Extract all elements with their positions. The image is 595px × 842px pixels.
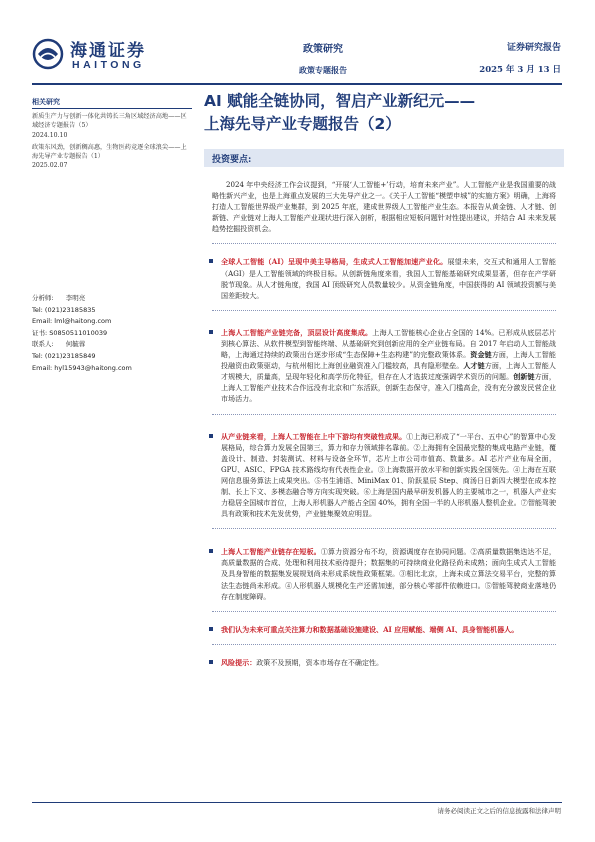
contact-label: 联系人:: [32, 340, 54, 349]
section-divider: [212, 310, 556, 311]
analyst-row: [32, 293, 192, 305]
bullet-text: 方面，上海人工智能人才规模大，质量高，呈现年轻化和高学历化特征，但存在人才选拔过度强调学术资历的问题。: [221, 361, 556, 382]
bullet-text: ①上海已形成了“一平台、五中心”的智算中心发展格局，综合算力发展全国第三，算力和存力领域排名靠前。②上海拥有全国最完整的集成电路产业链，覆盖设计、制造、封装测试、材料与设备全环节，芯片上市公司市值高、数量多。AI 芯片产业布局全面，GPU、ASIC、FPGA 技术路线均有代表性企业。③上海数据开放水平和创新实践全国领先。④上海在互联网信息服务算法上成果突出。⑤书生浦语、MiniMax 01、阶跃星辰 Step、商汤日日新四大模型在成本控制、长上下文、多模态融合等方向实现突破。⑥上海是国内最早研发机器人的主要城市之一，机器人产业实力稳居全国城市首位，上海人形机器人产能占全国 40%，拥有全国一半的人形机器人整机企业。⑦智能驾驶具有政策和技术先发优势，产业链集聚效应明显。: [221, 431, 557, 519]
doc-type-block: [268, 40, 378, 76]
bullet-point: [212, 624, 556, 635]
key-points-header: [204, 149, 564, 167]
footer-divider: [32, 802, 562, 803]
bullet-text: 方面，上海人工智能投融资由政策驱动，与杭州相比上海创业融资准入门槛较高，具有隐形壁垒。: [221, 350, 556, 371]
related-item-title: 新质生产力与创新一体化共铸长三角区域经济高地——区域经济专题报告（5）: [32, 113, 187, 130]
related-item[interactable]: [32, 112, 192, 140]
section-divider: [212, 528, 556, 529]
bullet-lead: 上海人工智能产业链完备，顶层设计高度集成。: [221, 327, 373, 337]
bullet-text: 展望未来，交互式和通用人工智能（AGI）是人工智能领域的终极目标。从创新链角度来看，我国人工智能基础研究成果显著，但存在产学研脱节现象。从人才链角度，我国 AI 顶级研究人员数量较少。从资金链角度，中国获得的 AI 领域投资额与美国差距较大。: [221, 257, 556, 300]
contact-info: [32, 293, 192, 374]
contact-email[interactable]: Email: hyl15943@haitong.com: [32, 363, 132, 372]
related-heading: 相关研究: [32, 97, 192, 109]
section-divider: [212, 414, 556, 415]
bullet-text: 上海人工智能核心企业占全国的 14%。已形成从底层芯片到核心算法、从软件模型到智能终端、从基础研究到创新应用的全产业链布局。自 2017 年启动人工智能战略，上海通过持续的政策出台逐步形成“生态保障+生态构建”的完整政策体系。: [221, 327, 556, 360]
logo-text-cn: 海通证券: [70, 41, 146, 61]
report-date: 2025 年 3 月 13 日: [479, 65, 561, 75]
bullet-lead: 上海人工智能产业链存在短板。: [221, 547, 321, 557]
contact-row: [32, 339, 192, 351]
bullet-emphasis: 资金链: [470, 350, 492, 360]
analyst-email[interactable]: Email: lml@haitong.com: [32, 317, 112, 326]
report-meta: [479, 40, 561, 75]
bullet-lead: 全球人工智能（AI）呈现中美主导格局，生成式人工智能加速产业化。: [221, 257, 448, 267]
bullet-emphasis: 创新链: [513, 372, 535, 382]
contact-name: 何毓蓉: [65, 340, 86, 349]
bullet-text: ①算力资源分布不均，资源调度存在协同问题。②高质量数据集迭达不足，高质量数据的合成、处理和利用技术亟待提升；数据集的可持续商业化路径尚未成熟；面向生成式人工智能及具身智能的数据集发展规划尚未形成系统性政策框架。③相比北京，上海未成立算法交易平台，完整的算法生态链尚未形成。④人形机器人规模化生产还需加速，部分核心零部件依赖进口。⑤智能驾驶商业落地仍存在制度障碍。: [221, 547, 556, 601]
risk-lead: 风险提示：: [221, 657, 257, 667]
bullet-point: [212, 256, 556, 300]
analyst-cert: 证书: S0850511010039: [32, 328, 108, 337]
intro-paragraph: 2024 年中央经济工作会议提到，“开展‘人工智能+’行动，培育未来产业”。人工智能产业是我国重要的战略性新兴产业，也是上海重点发展的三大先导产业之一。《关于人工智能“模塑申城”的实施方案》明确，上海将打造人工智能世界级产业集群，到 2025 年底，建成世界级人工智能产业生态。本报告从黄金链、人才链、创新链、产业链对上海人工智能产业现状进行深入剖析，根据相应短板问题针对性提出建议，并结合 AI 未来发展趋势挖掘投资机会。: [212, 180, 556, 234]
related-item-date: 2024.10.10: [32, 131, 68, 139]
section-divider: [212, 243, 556, 244]
report-label: 证券研究报告: [506, 43, 561, 53]
sidebar-related: [32, 97, 192, 170]
bullet-text: 方面，上海人工智能产业技术合作远没有北京和广东活跃，创新生态保守，准入门槛高企，没有充分激发民营企业市场活力。: [221, 372, 556, 404]
title-line-2: 上海先导产业专题报告（2）: [204, 115, 401, 133]
bullet-emphasis: 人才链: [463, 361, 485, 371]
analyst-name: 李明亮: [65, 294, 86, 302]
bullet-lead: 我们认为未来可重点关注算力和数据基础设施建设、AI 应用赋能、端侧 AI、具身智能机器人。: [221, 624, 519, 634]
doc-type: 政策研究: [303, 44, 343, 55]
title-line-1: AI 赋能全链协同，智启产业新纪元——: [204, 92, 476, 110]
analyst-label: 分析师:: [32, 294, 54, 302]
haitong-logo: [32, 36, 202, 76]
footer-disclaimer: 请务必阅读正文之后的信息披露和法律声明: [437, 807, 561, 815]
risk-text: 政策不及预期，资本市场存在不确定性。: [256, 657, 384, 667]
key-points-body: [212, 179, 556, 668]
bullet-point: [212, 327, 556, 405]
report-title: [204, 90, 564, 136]
bullet-point: [212, 431, 556, 520]
header-divider: [32, 83, 562, 85]
bullet-point: [212, 546, 556, 601]
related-item-title: 政策东风劲，创新稠高惠，生物医药竞逐全球浪尖——上海先导产业专题报告（1）: [32, 143, 187, 161]
logo-text-en: HAITONG: [72, 59, 145, 71]
doc-subtype: 政策专题报告: [299, 65, 347, 75]
section-divider: [212, 644, 556, 645]
contact-tel: Tel: (021)23185849: [32, 351, 96, 360]
key-points-heading: 投资要点:: [212, 155, 252, 165]
related-item[interactable]: [32, 143, 192, 171]
risk-warning: [212, 657, 556, 668]
section-divider: [212, 611, 556, 612]
analyst-tel: Tel: (021)23185835: [32, 305, 96, 314]
related-item-date: 2025.02.07: [32, 162, 68, 170]
bullet-lead: 从产业链来看，上海人工智能在上中下游均有突破性成果。: [221, 431, 407, 441]
